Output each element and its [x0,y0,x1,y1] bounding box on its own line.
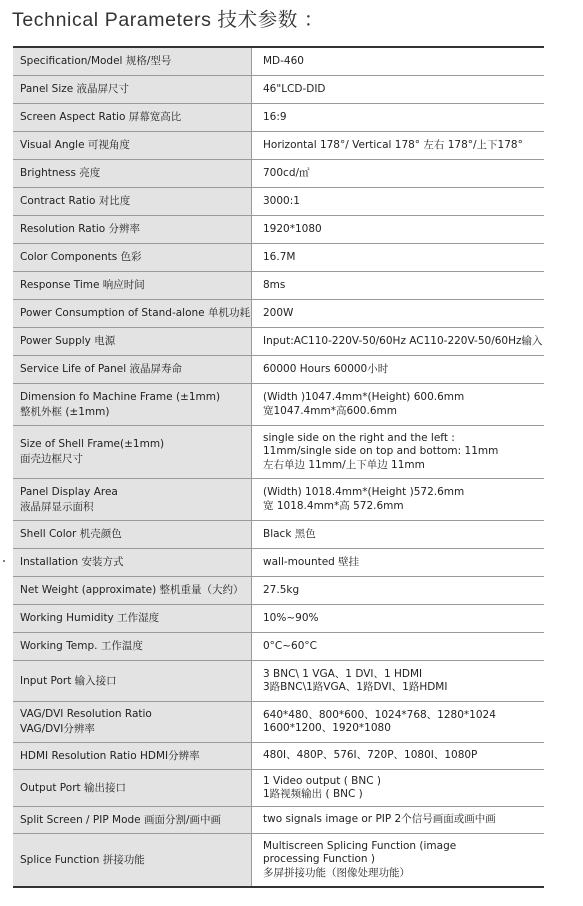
spec-value-line: Multiscreen Splicing Function (image [263,839,457,852]
spec-label-line: Installation 安装方式 [20,556,124,568]
spec-label-line: 面壳边框尺寸 [20,453,83,465]
spec-row [13,188,544,216]
spec-table [13,46,544,888]
spec-label-line: Color Components 色彩 [20,251,142,263]
spec-label-line: Brightness 亮度 [20,167,101,179]
spec-label [13,300,252,327]
spec-value-line: 16:9 [263,110,287,123]
spec-value [252,188,544,215]
spec-value [252,48,544,75]
spec-value-line: 3路BNC\1路VGA、1路DVI、1路HDMI [263,681,448,693]
spec-row [13,549,544,577]
spec-label [13,743,252,769]
spec-label-line: HDMI Resolution Ratio HDMI分辨率 [20,749,200,762]
spec-label [13,661,252,701]
spec-label [13,521,252,548]
spec-label [13,160,252,187]
spec-value-line: 27.5kg [263,583,300,596]
spec-value-line: 10%~90% [263,611,319,624]
spec-label [13,188,252,215]
spec-label-line: Input Port 输入接口 [20,674,117,687]
spec-value-line: 1920*1080 [263,222,322,235]
spec-label-line: Dimension fo Machine Frame (±1mm) [20,390,221,403]
spec-row [13,834,544,886]
spec-label-line: Contract Ratio 对比度 [20,195,131,207]
spec-label [13,633,252,660]
spec-value-line: 3 BNC\ 1 VGA、1 DVI、1 HDMI [263,667,423,680]
spec-label-line: Working Temp. 工作温度 [20,640,143,652]
spec-value [252,702,544,742]
spec-value-line: wall-mounted 壁挂 [263,555,360,568]
spec-row [13,76,544,104]
spec-value-line: 3000:1 [263,194,300,207]
spec-row [13,160,544,188]
spec-row [13,426,544,479]
spec-value-line: 60000 Hours 60000小时 [263,362,389,375]
spec-label-line: Power Consumption of Stand-alone 单机功耗 [20,307,250,319]
spec-value [252,577,544,604]
spec-value-line: 11mm/single side on top and bottom: 11mm [263,445,499,458]
margin-dot [3,560,5,562]
spec-value [252,272,544,299]
spec-row [13,216,544,244]
spec-value [252,384,544,425]
spec-value-line: (Width )1047.4mm*(Height) 600.6mm [263,391,465,403]
spec-label [13,132,252,159]
spec-row [13,702,544,743]
spec-value-line: MD-460 [263,54,304,67]
spec-label-line: Size of Shell Frame(±1mm) [20,438,165,450]
spec-label-line: VAG/DVI Resolution Ratio [20,708,152,720]
spec-value-line: single side on the right and the left : [263,431,455,444]
spec-label-line: VAG/DVI分辨率 [20,723,95,735]
spec-value-line: 640*480、800*600、1024*768、1280*1024 [263,708,496,721]
spec-row [13,521,544,549]
spec-row [13,384,544,426]
spec-row [13,479,544,521]
spec-value-line: 16.7M [263,250,296,263]
spec-label-line: Panel Size 液晶屏尺寸 [20,83,130,95]
spec-label [13,104,252,131]
spec-value-line: 1 Video output ( BNC ) [263,774,382,787]
spec-label-line: Screen Aspect Ratio 屏幕宽高比 [20,111,182,123]
spec-value [252,770,544,806]
spec-label-line: Split Screen / PIP Mode 画面分割/画中画 [20,813,222,826]
spec-value-line: Black 黑色 [263,527,316,540]
spec-label-line: Output Port 输出接口 [20,781,126,794]
spec-label [13,356,252,383]
spec-value [252,549,544,576]
spec-row [13,807,544,834]
spec-value [252,356,544,383]
spec-label-line: Response Time 响应时间 [20,279,145,291]
spec-value-line: 200W [263,306,294,319]
spec-label [13,702,252,742]
spec-value-line: 480I、480P、576I、720P、1080I、1080P [263,749,478,762]
spec-value [252,807,544,833]
spec-value [252,300,544,327]
spec-value [252,605,544,632]
spec-row [13,244,544,272]
spec-label-line: 液晶屏显示面积 [20,500,94,513]
spec-label-line: Panel Display Area [20,485,118,498]
spec-label [13,384,252,425]
spec-value [252,132,544,159]
spec-label-line: Power Supply 电源 [20,335,116,347]
spec-label [13,549,252,576]
spec-value [252,633,544,660]
spec-value-line: 多屏拼接功能（图像处理功能） [263,866,410,879]
spec-value-line: two signals image or PIP 2个信号画面或画中画 [263,813,496,826]
spec-label [13,76,252,103]
spec-row [13,770,544,807]
spec-row [13,300,544,328]
spec-value-line: processing Function ) [263,853,376,866]
spec-label-line: Splice Function 拼接功能 [20,853,145,866]
spec-row [13,743,544,770]
spec-label-line: Working Humidity 工作湿度 [20,612,160,624]
spec-label [13,426,252,478]
spec-label [13,605,252,632]
spec-label [13,577,252,604]
spec-label-line: Specification/Model 规格/型号 [20,55,172,67]
spec-label [13,770,252,806]
spec-row [13,272,544,300]
spec-value-line: 宽1047.4mm*高600.6mm [263,404,397,417]
spec-row [13,577,544,605]
spec-value-line: 宽 1018.4mm*高 572.6mm [263,499,404,512]
spec-row [13,605,544,633]
spec-value [252,743,544,769]
spec-label [13,834,252,886]
spec-value-line: 8ms [263,278,286,291]
spec-value [252,328,547,355]
spec-value [252,76,544,103]
spec-value [252,160,544,187]
spec-value-line: 左右单边 11mm/上下单边 11mm [263,458,425,471]
spec-row [13,633,544,661]
spec-label-line: Service Life of Panel 液晶屏寿命 [20,363,183,375]
spec-value-line: 700cd/㎡ [263,166,310,179]
spec-value-line: 46"LCD-DID [263,82,326,95]
spec-row [13,132,544,160]
spec-value [252,244,544,271]
spec-value [252,426,544,478]
spec-value [252,216,544,243]
spec-row [13,356,544,384]
spec-label-line: Visual Angle 可视角度 [20,139,130,151]
spec-value-line: 1路视频输出 ( BNC ) [263,788,363,800]
page-title: Technical Parameters 技术参数 ： [12,9,325,31]
spec-value-line: 1600*1200、1920*1080 [263,722,391,734]
spec-value-line: 0°C~60°C [263,639,318,652]
spec-label-line: Net Weight (approximate) 整机重量（大约） [20,584,244,596]
spec-label [13,244,252,271]
spec-value [252,479,544,520]
spec-row [13,48,544,76]
spec-value-line: Input:AC110-220V-50/60Hz AC110-220V-50/60Hz输入 [263,334,543,347]
spec-label-line: 整机外框 (±1mm) [20,405,110,418]
spec-value-line: Horizontal 178°/ Vertical 178° 左右 178°/上下178° [263,138,523,151]
spec-label [13,216,252,243]
spec-row [13,661,544,702]
spec-value-line: (Width) 1018.4mm*(Height )572.6mm [263,486,465,498]
spec-label [13,479,252,520]
spec-label-line: Resolution Ratio 分辨率 [20,223,140,235]
spec-value [252,661,544,701]
spec-value [252,104,544,131]
spec-label-line: Shell Color 机壳颜色 [20,528,122,540]
spec-label [13,272,252,299]
spec-label [13,48,252,75]
spec-value [252,521,544,548]
spec-row [13,104,544,132]
spec-value [252,834,544,886]
spec-row [13,328,544,356]
spec-label [13,328,252,355]
spec-label [13,807,252,833]
